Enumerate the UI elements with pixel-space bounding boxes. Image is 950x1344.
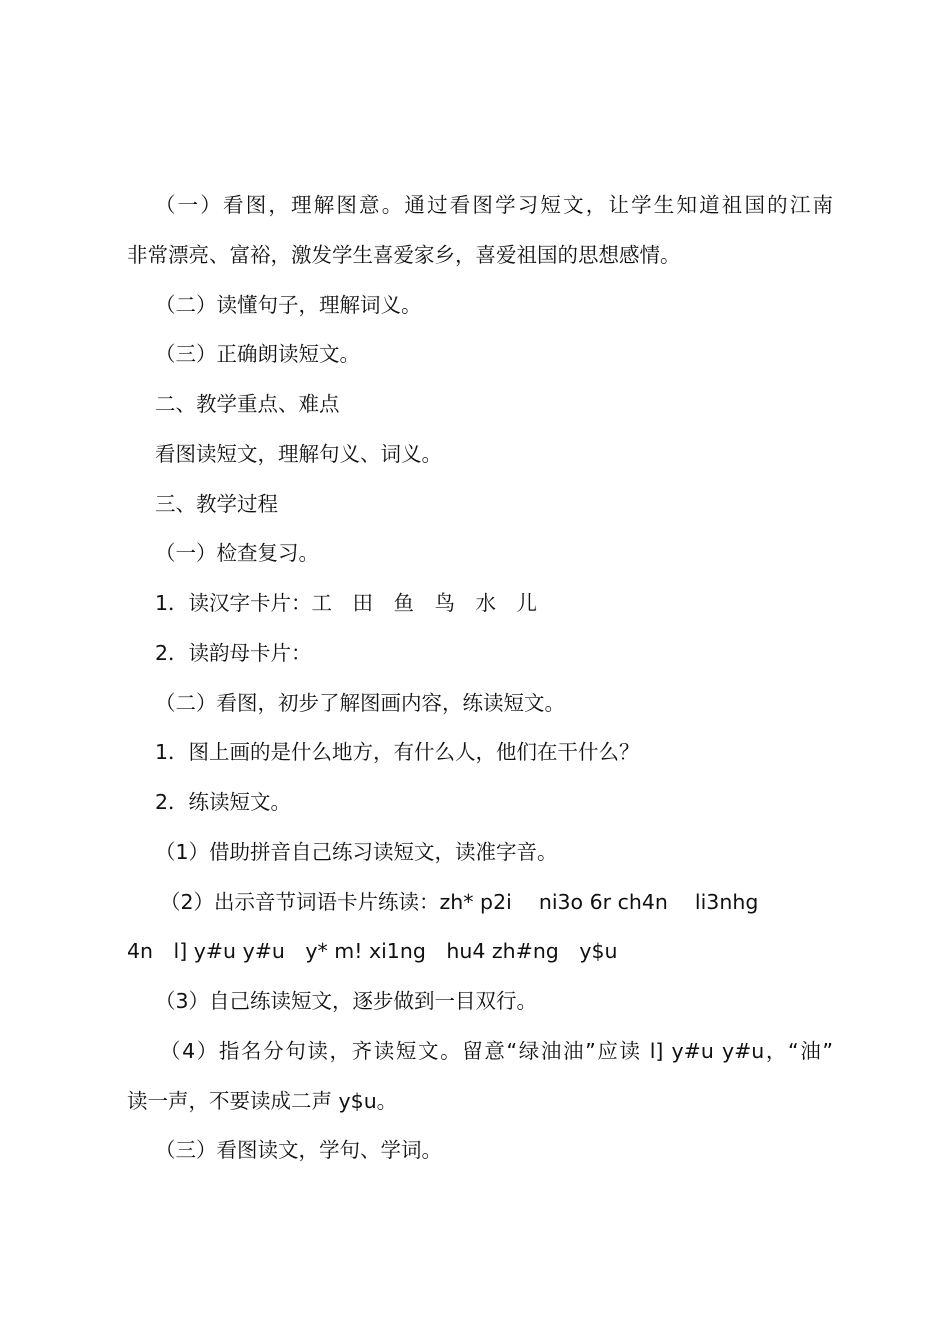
list-item: （1）借助拼音自己练习读短文，读准字音。	[155, 839, 558, 864]
list-item: （3）自己练读短文，逐步做到一目双行。	[155, 989, 538, 1013]
paragraph-line: （二）看图，初步了解图画内容，练读短文。	[155, 690, 565, 715]
paragraph-line: （一）看图，理解图意。通过看图学习短文，让学生知道祖国的江南	[155, 193, 833, 217]
paragraph-line: （三）看图读文，学句、学词。	[155, 1138, 442, 1163]
paragraph-line: （一）检查复习。	[155, 541, 319, 566]
paragraph-line: 4n l] y#u y#u y* m! xi1ng hu4 zh#ng y$u	[127, 939, 618, 964]
list-item: 1．图上画的是什么地方，有什么人，他们在干什么？	[155, 740, 640, 765]
list-item: （2）出示音节词语卡片练读：zh* p2i ni3o 6r ch4n li3nhg	[160, 889, 759, 914]
list-item: 1．读汉字卡片：工 田 鱼 鸟 水 儿	[155, 591, 538, 615]
paragraph-line: （二）读懂句子，理解词义。	[155, 292, 422, 317]
section-heading: 二、教学重点、难点	[155, 392, 340, 416]
paragraph-line: 非常漂亮、富裕，激发学生喜爱家乡，喜爱祖国的思想感情。	[127, 242, 681, 267]
section-heading: 三、教学过程	[155, 491, 278, 516]
list-item: （4）指名分句读，齐读短文。留意“绿油油”应读 l] y#u y#u，“油”	[160, 1038, 833, 1063]
list-item: 2．读韵母卡片：	[155, 640, 312, 665]
list-item: 2．练读短文。	[155, 790, 292, 814]
paragraph-line: 看图读短文，理解句义、词义。	[155, 441, 442, 466]
paragraph-line: 读一声，不要读成二声 y$u。	[127, 1088, 398, 1113]
document-body	[127, 181, 833, 1176]
paragraph-line: （三）正确朗读短文。	[155, 342, 360, 367]
